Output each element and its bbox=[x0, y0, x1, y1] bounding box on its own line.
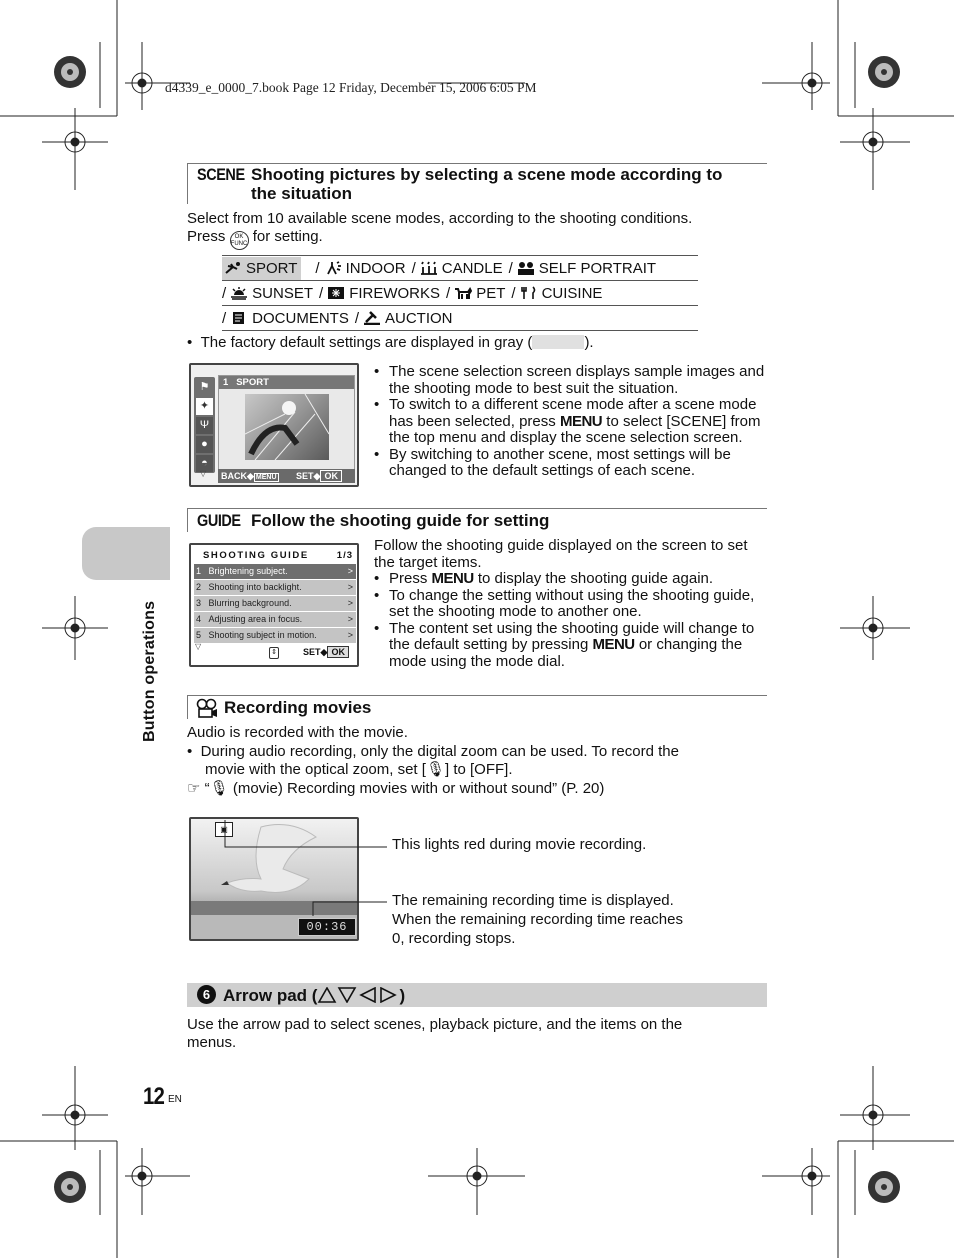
guide-header-rule bbox=[187, 508, 767, 509]
guide-mode-label: GUIDE bbox=[197, 511, 241, 530]
print-header: d4339_e_0000_7.book Page 12 Friday, December 15, 2006 6:05 PM bbox=[165, 80, 537, 95]
documents-icon bbox=[230, 311, 248, 325]
sport-icon bbox=[224, 261, 242, 275]
remaining-time-display: 00:36 bbox=[298, 918, 356, 936]
remaining-time-callout: The remaining recording time is displayed. When the remaining recording time reaches 0, recording stops. bbox=[392, 892, 683, 947]
guide-item: 1 Brightening subject. > bbox=[194, 564, 356, 579]
self-portrait-icon bbox=[517, 261, 535, 275]
auction-icon bbox=[363, 311, 381, 325]
scroll-down-icon: ▽ bbox=[200, 469, 207, 478]
scene-bullet: • To switch to a different scene mode after a scene mode has been selected, press MENU to select [SCENE] from the top menu and display the scene selection screen. bbox=[374, 397, 769, 447]
movie-intro: Audio is recorded with the movie. bbox=[187, 724, 408, 741]
guide-screen-header: SHOOTING GUIDE 1/3 bbox=[203, 550, 353, 561]
set-hint: SET◆ OK bbox=[296, 469, 342, 483]
sunset-icon: ◓ bbox=[196, 455, 213, 472]
scene-mode-label: SCENE bbox=[197, 165, 245, 184]
self-portrait-icon: ● bbox=[196, 436, 213, 453]
scene-mode-self-portrait: SELF PORTRAIT bbox=[515, 257, 660, 280]
guide-item: 2 Shooting into backlight. > bbox=[194, 580, 356, 595]
sport-icon: ⚑ bbox=[199, 381, 210, 393]
record-indicator-callout: This lights red during movie recording. bbox=[392, 836, 647, 853]
default-settings-note: • The factory default settings are displayed in gray ( ). bbox=[187, 334, 594, 351]
movie-bullet: • During audio recording, only the digital zoom can be used. To record the movie with the optical zoom, set [🎙] to [OFF]. bbox=[187, 743, 679, 778]
fireworks-icon bbox=[327, 286, 345, 300]
scene-mode-pet: PET bbox=[452, 282, 509, 305]
scene-header-bar bbox=[187, 163, 188, 204]
scene-mode-sport: SPORT bbox=[222, 257, 301, 280]
scene-preview-frame bbox=[218, 375, 355, 471]
guide-bullet: • Press MENU to display the shooting guide again. bbox=[374, 571, 769, 588]
callout-lines bbox=[213, 815, 393, 935]
scene-mode-documents: DOCUMENTS bbox=[228, 307, 353, 330]
movie-camera-icon bbox=[196, 698, 218, 718]
sunset-icon bbox=[230, 286, 248, 300]
scene-modes-row: / DOCUMENTS / AUCTION bbox=[222, 306, 698, 331]
scene-mode-auction: AUCTION bbox=[361, 307, 457, 330]
ok-func-button-icon: OK FUNC bbox=[230, 231, 249, 250]
scene-modes-row: SPORT / INDOOR / CANDLE / SELF PORTRAIT bbox=[222, 256, 698, 281]
cuisine-icon bbox=[520, 286, 538, 300]
scene-section-title: Shooting pictures by selecting a scene mode according to the situation bbox=[251, 165, 723, 203]
guide-intro: Follow the shooting guide displayed on the screen to set the target items. bbox=[374, 537, 748, 571]
movie-header-bar bbox=[187, 695, 188, 719]
menu-button-label: MENU bbox=[592, 636, 635, 653]
record-indicator-icon: ▣ bbox=[215, 822, 233, 837]
scroll-down-icon: ▽ bbox=[195, 642, 202, 651]
arrow-directions-icon bbox=[317, 987, 399, 1003]
movie-reference: ☞ “🎙 (movie) Recording movies with or without sound” (P. 20) bbox=[187, 780, 605, 797]
microphone-icon: 🎙 bbox=[209, 780, 229, 797]
movie-header-rule bbox=[187, 695, 767, 696]
guide-section-title: Follow the shooting guide for setting bbox=[251, 511, 550, 530]
scene-bullet: • By switching to another scene, most settings will be changed to the default settings of each scene. bbox=[374, 447, 769, 480]
microphone-icon: 🎙 bbox=[425, 761, 445, 778]
page-number: 12 bbox=[143, 1083, 164, 1110]
candle-icon: Ψ bbox=[196, 417, 213, 434]
scene-screen-footer bbox=[218, 469, 355, 483]
guide-item: 4 Adjusting area in focus. > bbox=[194, 612, 356, 627]
candle-icon bbox=[420, 261, 438, 275]
scene-modes-row: / SUNSET / FIREWORKS / PET / CUISINE bbox=[222, 281, 698, 306]
scene-icon-strip bbox=[194, 377, 215, 473]
scene-modes-table bbox=[222, 255, 698, 331]
scene-intro: Select from 10 available scene modes, according to the shooting conditions. Press OK FUNC for setting. bbox=[187, 210, 767, 250]
back-hint: BACK◆ MENU bbox=[221, 471, 277, 481]
arrow-pad-icon: ⇕ bbox=[269, 647, 279, 659]
page-language: EN bbox=[168, 1094, 182, 1105]
set-hint: SET◆ OK bbox=[303, 647, 349, 658]
guide-header-bar bbox=[187, 508, 188, 532]
menu-button-label: MENU bbox=[431, 570, 474, 587]
scene-screen-header: 1 SPORT bbox=[219, 376, 354, 389]
scene-bullets bbox=[374, 364, 769, 480]
guide-item: 5 Shooting subject in motion. > bbox=[194, 628, 356, 643]
step-number-badge: 6 bbox=[197, 985, 216, 1004]
scene-mode-indoor: INDOOR bbox=[322, 257, 410, 280]
menu-button-label: MENU bbox=[559, 412, 603, 430]
shooting-guide-screen bbox=[189, 543, 359, 667]
scene-mode-fireworks: FIREWORKS bbox=[325, 282, 444, 305]
indoor-icon: ✦ bbox=[196, 398, 213, 415]
scene-header-rule bbox=[187, 163, 767, 164]
scene-mode-candle: CANDLE bbox=[418, 257, 507, 280]
guide-bullet: • To change the setting without using the shooting guide, set the shooting mode to another one. bbox=[374, 588, 769, 621]
pet-icon bbox=[454, 286, 472, 300]
indoor-icon bbox=[324, 261, 342, 275]
scene-mode-cuisine: CUISINE bbox=[518, 282, 607, 305]
guide-item: 3 Blurring background. > bbox=[194, 596, 356, 611]
scene-selection-screen bbox=[189, 363, 359, 487]
scene-bullet: • The scene selection screen displays sample images and the shooting mode to best suit the situation. bbox=[374, 364, 769, 397]
scene-mode-sunset: SUNSET bbox=[228, 282, 317, 305]
sidebar-tab bbox=[82, 527, 170, 580]
guide-bullet: • The content set using the shooting guide will change to the default setting by pressing MENU or changing the mode using the mode dial. bbox=[374, 621, 769, 671]
guide-bullets bbox=[374, 571, 769, 670]
arrow-pad-title: Arrow pad ( ) bbox=[223, 986, 406, 1005]
gray-swatch bbox=[532, 335, 584, 349]
guide-item-list bbox=[194, 564, 356, 644]
arrow-pad-body: Use the arrow pad to select scenes, playback picture, and the items on the menus. bbox=[187, 1016, 683, 1051]
movie-section-title: Recording movies bbox=[224, 698, 372, 717]
sport-sample-photo bbox=[245, 394, 329, 460]
sidebar-section-label: Button operations bbox=[141, 600, 158, 742]
reference-hand-icon: ☞ bbox=[187, 780, 201, 797]
